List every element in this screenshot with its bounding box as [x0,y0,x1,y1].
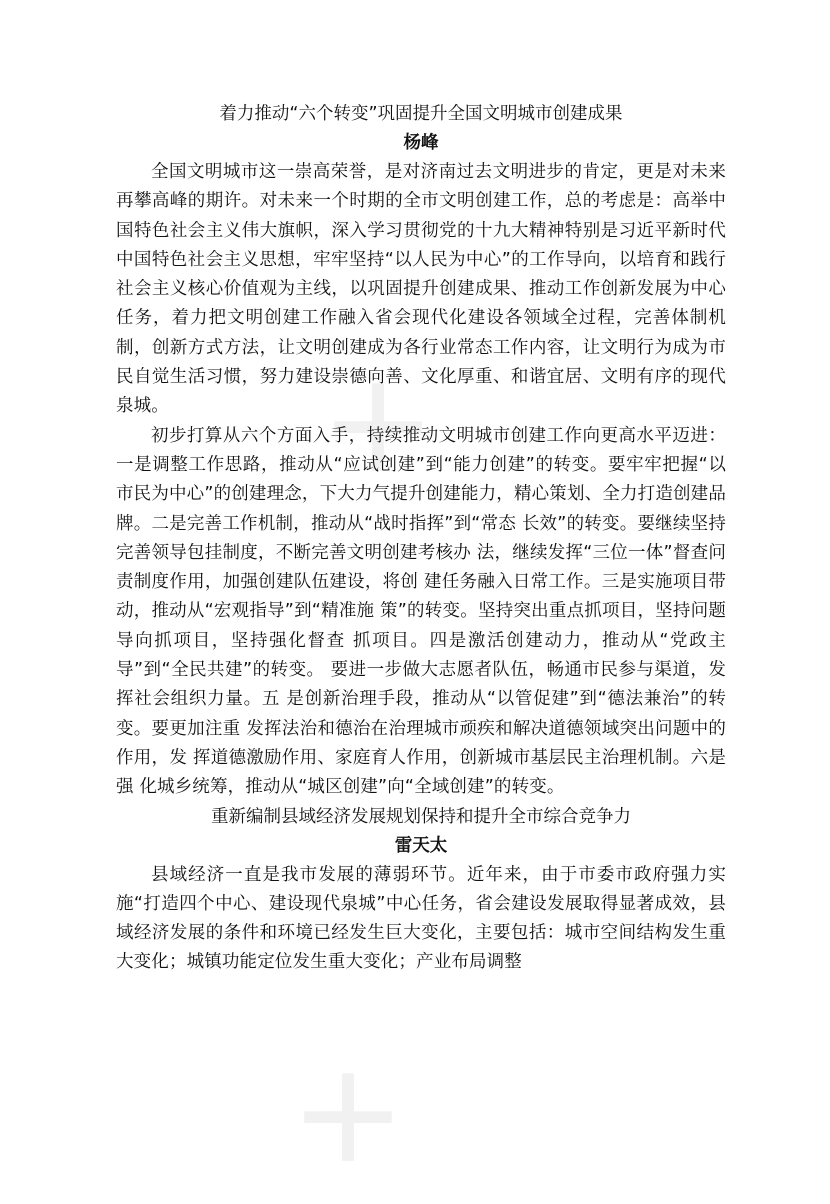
article-paragraph: 全国文明城市这一崇高荣誉，是对济南过去文明进步的肯定，更是对未来再攀高峰的期许。对未来一个时期的全市文明创建工作，总的考虑是：高举中国特色社会主义伟大旗帜，深入学习贯彻党的十九大精神特别是习近平新时代中国特色社会主义思想，牢牢坚持“以人民为中心”的工作导向，以培育和践行社会主义核心价值观为主线，以巩固提升创建成果、推动工作创新发展为中心任务，着力把文明创建工作融入省会现代化建设各领域全过程，完善体制机制，创新方式方法，让文明创建成为各行业常态工作内容，让文明行为成为市民自觉生活习惯，努力建设崇德向善、文化厚重、和谐宜居、文明有序的现代泉城。 [116,162,726,417]
article-2 [116,803,726,978]
article-author: 杨峰 [403,133,439,153]
article-paragraph: 初步打算从六个方面入手，持续推动文明城市创建工作向更高水平迈进：一是调整工作思路，推动从“应试创建”到“能力创建”的转变。要牢牢把握“以市民为中心”的创建理念，下大力气提升创建能力，精心策划、全力打造创建品牌。二是完善工作机制，推动从“战时指挥”到“常态 长效”的转变。要继续坚持完善领导包挂制度，不断完善文明创建考核办 法，继续发挥“三位一体”督查问责制度作用，加强创建队伍建设，将创 建任务融入日常工作。三是实施项目带动，推动从“宏观指导”到“精准施 策”的转变。坚持突出重点抓项目，坚持问题导向抓项目，坚持强化督查 抓项目。四是激活创建动力，推动从“党政主导”到“全民共建”的转变。 要进一步做大志愿者队伍，畅通市民参与渠道，发挥社会组织力量。五 是创新治理手段，推动从“以管促建”到“德法兼治”的转变。要更加注重 发挥法治和德治在治理城市顽疾和解决道德领域突出问题中的作用，发 挥道德激励作用、家庭育人作用，创新城市基层民主治理机制。六是强 化城乡统筹，推动从“城区创建”向“全域创建”的转变。 [116,425,726,798]
article-title: 重新编制县域经济发展规划保持和提升全市综合竞争力 [211,806,631,827]
watermark-mark: ✕ [265,1034,435,1204]
article-paragraph: 县域经济一直是我市发展的薄弱环节。近年来，由于市委市政府强力实施“打造四个中心、建设现代泉城”中心任务，省会建设发展取得显著成效，县域经济发展的条件和环境已经发生巨大变化，主要包括：城市空间结构发生重大变化；城镇功能定位发生重大变化；产业布局调整 [116,864,726,973]
article-1 [116,100,726,803]
article-author: 雷天太 [394,835,448,856]
article-title: 着力推动“六个转变”巩固提升全国文明城市创建成果 [219,104,623,124]
watermark-mark: ✕ [295,344,465,515]
document-page [116,100,726,978]
